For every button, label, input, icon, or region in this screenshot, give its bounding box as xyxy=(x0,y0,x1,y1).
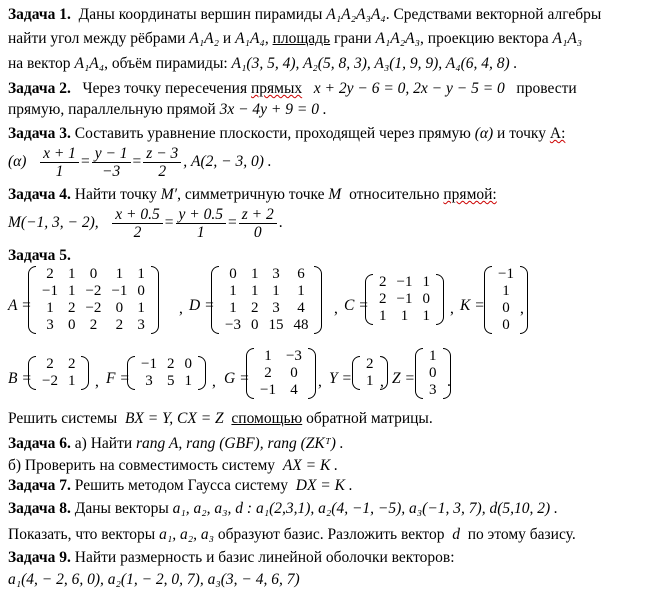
task4-eq: M(−1, 3, − 2), $\frac{x + 0.5}{2}$ = $\frac{y + 0.5}{1}$ = $\frac{z + 2}{0}$ . xyxy=(8,205,283,241)
point-m: M(−1, 3, − 2), xyxy=(8,214,99,231)
matrix-cell: 0 xyxy=(184,356,192,372)
matrix-cell: 48 xyxy=(293,317,309,333)
task1-text: Даны координаты вершин пирамиды xyxy=(78,6,323,23)
matrix-cell: 2 xyxy=(379,274,387,290)
task2-line1 xyxy=(8,79,577,98)
sep: , xyxy=(520,300,524,317)
onto-vector: на вектор xyxy=(8,55,71,72)
matrix-cell: 1 xyxy=(422,308,430,324)
matrix-cell: 1 xyxy=(264,348,272,364)
task6-a: а) Найти xyxy=(74,435,133,452)
left-paren xyxy=(352,356,360,390)
comma: , xyxy=(264,30,269,47)
matrix-cell: 2 xyxy=(115,317,124,333)
matrix-cell: −1 xyxy=(141,356,157,372)
matrix-cell: 2 xyxy=(250,300,259,316)
matrix-c xyxy=(365,274,444,325)
matrix-cell: 1 xyxy=(229,283,237,299)
volume-text: , объём пирамиды: xyxy=(104,55,228,72)
task1-line1 xyxy=(8,5,601,24)
matrix-cell: −2 xyxy=(85,283,102,299)
system-dk: DX = K . xyxy=(295,477,353,494)
matrix-cell: −2 xyxy=(85,300,102,316)
matrix-cell: 3 xyxy=(46,317,54,333)
right-paren xyxy=(151,266,159,334)
matrix-cell: 5 xyxy=(166,373,175,389)
vectors-values: a₁(2,3,1), a₂(4, −1, −5), a₃(−1, 3, 7), d(5,10, 2) . xyxy=(255,500,558,517)
task8-text4: по этому базису. xyxy=(467,526,576,543)
right-paren xyxy=(81,356,89,390)
task4-label: Задача 4. xyxy=(8,186,71,203)
matrix-cell: 3 xyxy=(137,317,145,333)
task7-text: Решить методом Гаусса систему xyxy=(74,477,288,494)
matrix-cell: 2 xyxy=(67,356,76,372)
task4-line1 xyxy=(8,185,497,204)
task5-label: Задача 5. xyxy=(8,247,71,264)
lines-word: прямых xyxy=(250,80,303,97)
matrix-cell: 1 xyxy=(67,373,76,389)
matrix-cell: −1 xyxy=(260,382,276,398)
matrix-cell: −1 xyxy=(42,283,58,299)
sep: , xyxy=(318,373,322,390)
matrix-cell: 2 xyxy=(264,365,272,381)
left-paren xyxy=(211,266,219,334)
task5-solve xyxy=(8,409,433,428)
matrix-d-label: D = xyxy=(189,297,215,314)
matrix-cell: 3 xyxy=(272,300,280,316)
conj: и xyxy=(222,30,232,47)
matrix-cell: 4 xyxy=(297,300,305,316)
ranks: rang A, rang (GBF), rang (ZKᵀ) . xyxy=(136,435,344,452)
sep: , xyxy=(179,300,183,317)
task1-label: Задача 1. xyxy=(8,6,71,23)
left-paren xyxy=(415,348,423,399)
task4-text: Найти точку xyxy=(74,186,157,203)
right-paren xyxy=(308,348,316,399)
matrix-cell: 1 xyxy=(379,308,387,324)
vertex-coords: A₁(3, 5, 4), A₂(5, 8, 3), A₃(1, 9, 9), A₄(6, 4, 8) . xyxy=(231,55,518,72)
task6-b: б) Проверить на совместимость систему xyxy=(8,457,276,474)
matrix-cell: 1 xyxy=(272,283,280,299)
sep: , xyxy=(380,373,384,390)
task1-text2: найти угол между рёбрами xyxy=(8,30,186,47)
right-paren xyxy=(314,266,322,334)
task8-line1 xyxy=(8,499,558,518)
task2-line2 xyxy=(8,100,327,119)
matrix-cell: 1 xyxy=(184,373,192,389)
task1-line2 xyxy=(8,29,582,48)
task6-label: Задача 6. xyxy=(8,435,71,452)
frac-y: $\frac{y - 1}{-3}$ xyxy=(92,145,131,180)
task5-line xyxy=(8,246,71,265)
frac4-z: $\frac{z + 2}{0}$ xyxy=(239,206,277,241)
matrix-cell: −1 xyxy=(396,291,413,307)
point-a: , A(2, − 3, 0) . xyxy=(183,153,272,170)
frac4-y: $\frac{y + 0.5}{1}$ xyxy=(176,206,226,241)
span-vectors: a₁(4, − 2, 6, 0), a₂(1, − 2, 0, 7), a₃(3, − 4, 6, 7) xyxy=(8,571,300,588)
matrix-z-label: Z = xyxy=(392,370,415,387)
matrix-cell: −1 xyxy=(111,283,128,299)
matrix-cell: 0 xyxy=(229,266,237,282)
task6-line1 xyxy=(8,434,344,453)
sep: , xyxy=(95,373,99,390)
matrix-cell: 2 xyxy=(46,266,54,282)
matrix-f-label: F = xyxy=(106,370,130,387)
matrix-cell: 3 xyxy=(429,382,437,398)
matrix-y-label: Y = xyxy=(329,370,352,387)
matrix-cell: 1 xyxy=(137,266,145,282)
matrix-cell: 1 xyxy=(250,266,259,282)
matrix-b-label: B = xyxy=(8,370,32,387)
matrix-cell: 0 xyxy=(422,291,430,307)
task3-label: Задача 3. xyxy=(8,125,71,142)
task2-label: Задача 2. xyxy=(8,80,71,97)
matrix-g-label: G = xyxy=(224,370,250,387)
vector-a1a4: A₁A₄ xyxy=(74,55,105,72)
task8-text3: образуют базис. Разложить вектор xyxy=(217,526,445,543)
sep: , xyxy=(212,373,216,390)
task9-line2 xyxy=(8,570,300,589)
task3-text2: и точку xyxy=(497,125,546,142)
face-word: грани xyxy=(334,30,372,47)
solve-text: Решить системы xyxy=(8,410,118,427)
projection-text: , проекцию вектора xyxy=(420,30,549,47)
edge-a1a4: A₁A₄ xyxy=(235,30,265,47)
task1-line3 xyxy=(8,54,517,73)
edge-a1a2: A₁A₂ xyxy=(189,30,220,47)
matrix-cell: 1 xyxy=(67,266,76,282)
matrix-cell: 0 xyxy=(137,283,145,299)
matrix-cell: 0 xyxy=(115,300,124,316)
matrix-cell: 1 xyxy=(422,274,430,290)
face-a1a2a3: A₁A₂A₃ xyxy=(375,30,421,47)
draw-word: провести xyxy=(516,80,577,97)
matrix-cell: 1 xyxy=(67,283,76,299)
with-word: спомощью xyxy=(231,410,303,427)
m-prime: M′ xyxy=(160,186,178,203)
task4-text3: относительно xyxy=(349,186,440,203)
task3-line1 xyxy=(8,124,565,143)
matrix-cell: 1 xyxy=(115,266,124,282)
matrix-d xyxy=(211,266,322,334)
matrix-cell: −3 xyxy=(225,317,241,333)
matrix-cell: 2 xyxy=(67,300,76,316)
task9-line1 xyxy=(8,548,455,567)
task6-line2 xyxy=(8,456,338,475)
lines-eq: x + 2y − 6 = 0, 2x − y − 5 = 0 xyxy=(313,80,505,97)
matrix-cell: 2 xyxy=(166,356,175,372)
task2-text: Через точку пересечения xyxy=(82,80,248,97)
matrix-cell: 1 xyxy=(229,300,237,316)
matrix-cell: 0 xyxy=(89,266,98,282)
inverse-matrix-text: обратной матрицы. xyxy=(306,410,433,427)
task8-text2: Показать, что векторы xyxy=(8,526,156,543)
matrix-cell: 0 xyxy=(502,317,510,333)
matrix-cell: 2 xyxy=(46,356,54,372)
matrix-cell: −1 xyxy=(498,266,514,282)
systems: BX = Y, CX = Z xyxy=(124,410,224,427)
matrix-cell: 0 xyxy=(429,365,437,381)
task7-label: Задача 7. xyxy=(8,477,71,494)
left-paren xyxy=(365,274,373,325)
vector-a1a3: A₁A₃ xyxy=(552,30,583,47)
parallel-line-eq: 3x − 4y + 9 = 0 . xyxy=(219,101,327,118)
matrix-cell: 15 xyxy=(268,317,284,333)
matrix-cell: −3 xyxy=(285,348,302,364)
matrix-cell: 1 xyxy=(400,308,409,324)
right-paren xyxy=(198,356,206,390)
matrix-a xyxy=(28,266,159,334)
matrix-cell: 6 xyxy=(297,266,305,282)
matrix-cell: 1 xyxy=(429,348,437,364)
matrix-cell: 2 xyxy=(379,291,387,307)
matrix-b xyxy=(28,356,89,390)
left-paren xyxy=(127,356,135,390)
left-paren xyxy=(28,356,36,390)
left-paren xyxy=(28,266,36,334)
task9-text: Найти размерность и базис линейной оболочки векторов: xyxy=(74,549,455,566)
dot: . xyxy=(447,373,451,390)
matrix-cell: 3 xyxy=(145,373,153,389)
frac-x: $\frac{x + 1}{1}$ xyxy=(40,145,79,180)
matrix-cell: 1 xyxy=(502,283,510,299)
matrix-a-label: A = xyxy=(8,297,32,314)
matrix-cell: 1 xyxy=(250,283,259,299)
task7-line xyxy=(8,476,353,495)
task8-line2 xyxy=(8,525,576,544)
matrix-c-label: C = xyxy=(344,297,369,314)
eq-label: (α) xyxy=(8,153,27,170)
area-word: площадь xyxy=(272,30,331,47)
system-ak: AX = K . xyxy=(282,457,339,474)
matrix-cell: −1 xyxy=(396,274,413,290)
task9-label: Задача 9. xyxy=(8,549,71,566)
point-a-label: А: xyxy=(549,125,566,142)
matrix-cell: 0 xyxy=(502,300,510,316)
matrix-cell: 2 xyxy=(89,317,98,333)
matrix-g xyxy=(246,348,316,399)
right-paren xyxy=(436,274,444,325)
matrix-cell: 4 xyxy=(290,382,298,398)
matrix-f xyxy=(127,356,206,390)
matrix-cell: 3 xyxy=(272,266,280,282)
matrix-cell: 1 xyxy=(46,300,54,316)
matrix-cell: 2 xyxy=(366,356,374,372)
dot: . xyxy=(278,214,283,231)
left-paren xyxy=(246,348,254,399)
matrix-cell: 1 xyxy=(366,373,374,389)
task3-text: Составить уравнение плоскости, проходящей через прямую xyxy=(74,125,471,142)
matrix-cell: 1 xyxy=(297,283,305,299)
left-paren xyxy=(484,266,492,334)
matrix-cell: 0 xyxy=(250,317,259,333)
frac-z: $\frac{z - 3}{2}$ xyxy=(143,145,181,180)
pyramid-name: A₁A₂A₃A₄ xyxy=(326,6,386,23)
matrix-cell: −2 xyxy=(42,373,58,389)
vectors-list: a₁, a₂, a₃, d : xyxy=(172,500,253,517)
task1-text-end: . Средствами векторной алгебры xyxy=(385,6,602,23)
task2-text2: прямую, параллельную прямой xyxy=(8,101,216,118)
alpha: (α) xyxy=(474,125,494,142)
task8-text: Даны векторы xyxy=(74,500,169,517)
matrix-cell: 0 xyxy=(67,317,76,333)
sep: , xyxy=(450,300,454,317)
task3-eq: (α) $\frac{x + 1}{1}$ = $\frac{y - 1}{-3}$ = $\frac{z - 3}{2}$ , A(2, − 3, 0) . xyxy=(8,144,272,180)
basis-vectors: a₁, a₂, a₃ xyxy=(159,526,215,543)
matrix-k-label: K = xyxy=(460,297,485,314)
task4-text2: , симметричную точке xyxy=(177,186,325,203)
m-point: M xyxy=(328,186,342,203)
matrix-z xyxy=(415,348,451,399)
matrix-cell: 0 xyxy=(290,365,298,381)
task8-label: Задача 8. xyxy=(8,500,71,517)
frac4-x: $\frac{x + 0.5}{2}$ xyxy=(112,206,162,241)
line-word: прямой: xyxy=(443,186,497,203)
sep: , xyxy=(334,300,338,317)
vector-d: d xyxy=(452,526,461,543)
matrix-cell: 1 xyxy=(137,300,145,316)
